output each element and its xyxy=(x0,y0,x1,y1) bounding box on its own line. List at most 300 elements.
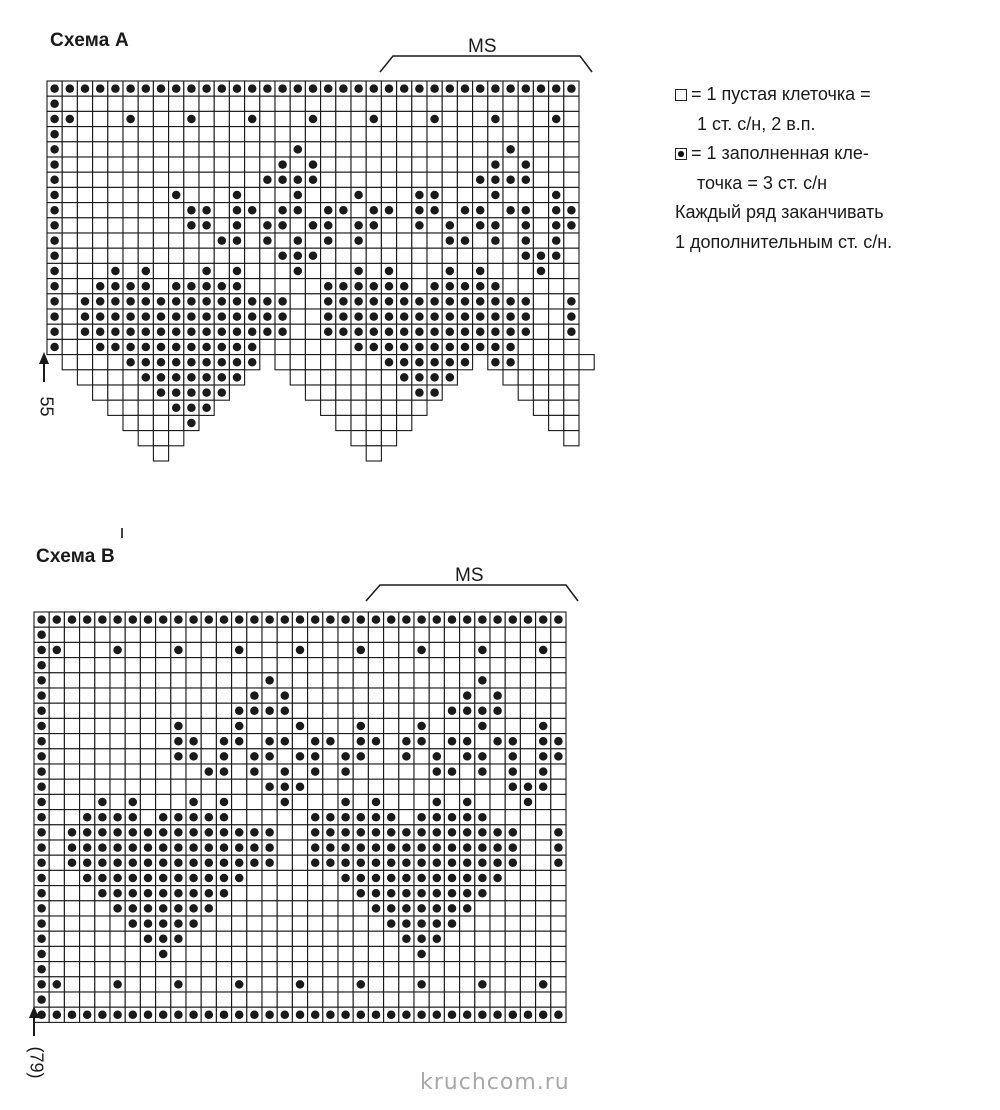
cell-dot xyxy=(430,388,439,397)
cell-dot xyxy=(202,282,211,291)
cell-dot xyxy=(491,282,500,291)
cell-dot xyxy=(554,752,563,761)
empty-cell xyxy=(533,309,548,324)
empty-cell xyxy=(444,779,459,794)
cell-dot xyxy=(205,615,214,624)
cell-dot xyxy=(233,206,242,215)
empty-cell xyxy=(473,96,488,111)
cell-dot xyxy=(341,798,350,807)
empty-cell xyxy=(245,263,260,278)
cell-dot xyxy=(187,115,196,124)
empty-cell xyxy=(353,794,368,809)
empty-cell xyxy=(277,718,292,733)
cell-dot xyxy=(430,343,439,352)
empty-cell xyxy=(123,157,138,172)
empty-cell xyxy=(125,992,140,1007)
empty-cell xyxy=(214,263,229,278)
cell-dot xyxy=(567,84,576,93)
empty-cell xyxy=(412,172,427,187)
empty-cell xyxy=(368,688,383,703)
empty-cell xyxy=(138,203,153,218)
empty-cell xyxy=(475,734,490,749)
cell-dot xyxy=(463,813,472,822)
cell-dot xyxy=(509,767,518,776)
empty-cell xyxy=(536,870,551,885)
empty-cell xyxy=(308,946,323,961)
empty-cell xyxy=(323,764,338,779)
empty-cell xyxy=(323,627,338,642)
empty-cell xyxy=(108,187,123,202)
empty-cell xyxy=(442,203,457,218)
empty-cell xyxy=(93,187,108,202)
empty-cell xyxy=(536,688,551,703)
empty-cell xyxy=(184,233,199,248)
empty-cell xyxy=(232,992,247,1007)
cell-dot xyxy=(357,828,366,837)
cell-dot xyxy=(187,297,196,306)
cell-dot xyxy=(50,130,59,139)
cell-dot xyxy=(539,1011,548,1020)
empty-cell xyxy=(368,718,383,733)
empty-cell xyxy=(384,688,399,703)
cell-dot xyxy=(129,919,138,928)
cell-dot xyxy=(189,828,198,837)
empty-cell xyxy=(384,946,399,961)
empty-cell xyxy=(245,218,260,233)
cell-dot xyxy=(142,267,151,276)
cell-dot xyxy=(385,84,394,93)
empty-cell xyxy=(77,96,92,111)
empty-cell xyxy=(429,627,444,642)
empty-cell xyxy=(503,127,518,142)
cell-dot xyxy=(417,950,426,959)
cell-dot xyxy=(157,297,166,306)
cell-dot xyxy=(174,980,183,989)
empty-cell xyxy=(140,992,155,1007)
empty-cell xyxy=(186,779,201,794)
cell-dot xyxy=(235,874,244,883)
empty-cell xyxy=(140,627,155,642)
empty-cell xyxy=(305,370,320,385)
cell-dot xyxy=(506,297,515,306)
empty-cell xyxy=(140,946,155,961)
cell-dot xyxy=(68,1011,77,1020)
empty-cell xyxy=(397,415,412,430)
cell-dot xyxy=(493,737,502,746)
empty-cell xyxy=(123,415,138,430)
empty-cell xyxy=(64,977,79,992)
empty-cell xyxy=(399,688,414,703)
empty-cell xyxy=(308,718,323,733)
empty-cell xyxy=(138,142,153,157)
cell-dot xyxy=(174,1011,183,1020)
cell-dot xyxy=(417,722,426,731)
empty-cell xyxy=(80,718,95,733)
empty-cell xyxy=(123,172,138,187)
empty-cell xyxy=(292,794,307,809)
empty-cell xyxy=(427,96,442,111)
cell-dot xyxy=(81,328,90,337)
cell-dot xyxy=(506,328,515,337)
cell-dot xyxy=(172,328,181,337)
cell-dot xyxy=(433,935,442,944)
empty-cell xyxy=(93,203,108,218)
empty-cell xyxy=(444,642,459,657)
empty-cell xyxy=(245,127,260,142)
empty-cell xyxy=(64,810,79,825)
empty-cell xyxy=(171,688,186,703)
empty-cell xyxy=(490,992,505,1007)
empty-cell xyxy=(429,688,444,703)
empty-cell xyxy=(305,233,320,248)
cell-dot xyxy=(144,935,153,944)
empty-cell xyxy=(351,400,366,415)
cell-dot xyxy=(278,328,287,337)
cell-dot xyxy=(50,206,59,215)
cell-dot xyxy=(554,843,563,852)
empty-cell xyxy=(444,688,459,703)
empty-cell xyxy=(171,673,186,688)
cell-dot xyxy=(235,737,244,746)
empty-cell xyxy=(384,992,399,1007)
empty-cell xyxy=(551,992,566,1007)
empty-cell xyxy=(564,187,579,202)
cell-dot xyxy=(417,935,426,944)
cell-dot xyxy=(387,904,396,913)
empty-cell xyxy=(184,157,199,172)
scheme-a-repeat-label: MS xyxy=(468,36,497,57)
empty-cell xyxy=(490,627,505,642)
cell-dot xyxy=(433,889,442,898)
cell-dot xyxy=(50,221,59,230)
empty-cell xyxy=(64,764,79,779)
empty-cell xyxy=(125,627,140,642)
cell-dot xyxy=(341,1011,350,1020)
cell-dot xyxy=(159,874,168,883)
cell-dot xyxy=(430,373,439,382)
cell-dot xyxy=(354,84,363,93)
empty-cell xyxy=(366,400,381,415)
empty-cell xyxy=(564,370,579,385)
empty-cell xyxy=(518,339,533,354)
cell-dot xyxy=(159,615,168,624)
cell-dot xyxy=(491,297,500,306)
empty-cell xyxy=(201,718,216,733)
cell-dot xyxy=(354,328,363,337)
cell-dot xyxy=(463,737,472,746)
cell-dot xyxy=(309,84,318,93)
empty-cell xyxy=(353,703,368,718)
empty-cell xyxy=(80,764,95,779)
empty-cell xyxy=(397,142,412,157)
empty-cell xyxy=(110,673,125,688)
cell-dot xyxy=(189,904,198,913)
cell-dot xyxy=(159,1011,168,1020)
empty-cell xyxy=(490,901,505,916)
empty-cell xyxy=(536,855,551,870)
empty-cell xyxy=(277,977,292,992)
empty-cell xyxy=(490,764,505,779)
cell-dot xyxy=(250,828,259,837)
empty-cell xyxy=(95,916,110,931)
cell-dot xyxy=(187,328,196,337)
cell-dot xyxy=(81,84,90,93)
cell-dot xyxy=(417,980,426,989)
empty-cell xyxy=(275,339,290,354)
empty-cell xyxy=(125,749,140,764)
empty-cell xyxy=(247,901,262,916)
empty-cell xyxy=(549,172,564,187)
empty-cell xyxy=(292,946,307,961)
empty-cell xyxy=(503,157,518,172)
cell-dot xyxy=(387,1011,396,1020)
cell-dot xyxy=(385,206,394,215)
cell-dot xyxy=(53,1011,62,1020)
empty-cell xyxy=(564,111,579,126)
empty-cell xyxy=(384,977,399,992)
cell-dot xyxy=(476,267,485,276)
empty-cell xyxy=(247,794,262,809)
cell-dot xyxy=(233,343,242,352)
cell-dot xyxy=(265,707,274,716)
cell-dot xyxy=(218,297,227,306)
cell-dot xyxy=(433,615,442,624)
empty-cell xyxy=(414,703,429,718)
cell-dot xyxy=(478,676,487,685)
empty-cell xyxy=(186,992,201,1007)
empty-cell xyxy=(475,794,490,809)
cell-dot xyxy=(235,828,244,837)
cell-dot xyxy=(493,843,502,852)
empty-cell xyxy=(292,673,307,688)
cell-dot xyxy=(235,707,244,716)
empty-cell xyxy=(77,142,92,157)
empty-cell xyxy=(351,415,366,430)
empty-cell xyxy=(338,779,353,794)
cell-dot xyxy=(189,919,198,928)
empty-cell xyxy=(473,233,488,248)
empty-cell xyxy=(108,370,123,385)
cell-dot xyxy=(448,737,457,746)
empty-cell xyxy=(171,703,186,718)
cell-dot xyxy=(539,615,548,624)
empty-cell xyxy=(216,901,231,916)
empty-cell xyxy=(323,688,338,703)
cell-dot xyxy=(265,859,274,868)
empty-cell xyxy=(336,370,351,385)
empty-cell xyxy=(490,931,505,946)
empty-cell xyxy=(62,157,77,172)
cell-dot xyxy=(385,282,394,291)
empty-cell xyxy=(260,96,275,111)
cell-dot xyxy=(159,919,168,928)
cell-dot xyxy=(218,358,227,367)
empty-cell xyxy=(108,400,123,415)
cell-dot xyxy=(37,752,46,761)
empty-cell xyxy=(520,870,535,885)
empty-cell xyxy=(64,794,79,809)
empty-cell xyxy=(579,355,594,370)
empty-cell xyxy=(247,779,262,794)
cell-dot xyxy=(296,722,305,731)
cell-dot xyxy=(357,1011,366,1020)
empty-cell xyxy=(138,127,153,142)
empty-cell xyxy=(429,977,444,992)
empty-cell xyxy=(169,203,184,218)
empty-cell xyxy=(381,172,396,187)
empty-cell xyxy=(292,734,307,749)
empty-cell xyxy=(62,172,77,187)
cell-dot xyxy=(417,859,426,868)
cell-dot xyxy=(278,312,287,321)
empty-cell xyxy=(505,931,520,946)
cell-dot xyxy=(506,176,515,185)
cell-dot xyxy=(372,874,381,883)
cell-dot xyxy=(430,328,439,337)
cell-dot xyxy=(250,767,259,776)
cell-dot xyxy=(309,115,318,124)
empty-cell xyxy=(429,992,444,1007)
cell-dot xyxy=(281,767,290,776)
cell-dot xyxy=(387,919,396,928)
empty-cell xyxy=(305,187,320,202)
cell-dot xyxy=(50,252,59,261)
cell-dot xyxy=(430,115,439,124)
cell-dot xyxy=(567,221,576,230)
empty-cell xyxy=(156,962,171,977)
empty-cell xyxy=(353,931,368,946)
cell-dot xyxy=(233,267,242,276)
empty-cell xyxy=(536,946,551,961)
empty-cell xyxy=(80,886,95,901)
empty-cell xyxy=(186,703,201,718)
empty-cell xyxy=(214,248,229,263)
empty-cell xyxy=(201,749,216,764)
empty-cell xyxy=(232,794,247,809)
empty-cell xyxy=(368,749,383,764)
empty-cell xyxy=(490,962,505,977)
empty-cell xyxy=(169,248,184,263)
empty-cell xyxy=(275,111,290,126)
empty-cell xyxy=(277,673,292,688)
empty-cell xyxy=(80,749,95,764)
empty-cell xyxy=(80,794,95,809)
empty-cell xyxy=(412,263,427,278)
empty-cell xyxy=(366,370,381,385)
empty-cell xyxy=(80,931,95,946)
empty-cell xyxy=(245,96,260,111)
empty-cell xyxy=(138,172,153,187)
cell-dot xyxy=(50,343,59,352)
cell-dot xyxy=(172,312,181,321)
cell-dot xyxy=(478,646,487,655)
cell-dot xyxy=(509,752,518,761)
cell-dot xyxy=(98,889,107,898)
cell-dot xyxy=(448,707,457,716)
filled-cell-icon xyxy=(675,148,687,160)
empty-cell xyxy=(412,127,427,142)
cell-dot xyxy=(554,615,563,624)
empty-cell xyxy=(399,718,414,733)
cell-dot xyxy=(37,646,46,655)
cell-dot xyxy=(205,828,214,837)
empty-cell xyxy=(399,946,414,961)
empty-cell xyxy=(125,764,140,779)
cell-dot xyxy=(402,874,411,883)
empty-cell xyxy=(551,703,566,718)
cell-dot xyxy=(189,752,198,761)
empty-cell xyxy=(153,172,168,187)
cell-dot xyxy=(294,206,303,215)
empty-cell xyxy=(518,187,533,202)
empty-cell xyxy=(520,901,535,916)
empty-cell xyxy=(201,688,216,703)
empty-cell xyxy=(473,111,488,126)
empty-cell xyxy=(49,946,64,961)
legend-empty-line1: = 1 пустая клеточка = xyxy=(691,84,871,104)
cell-dot xyxy=(174,859,183,868)
empty-cell xyxy=(80,992,95,1007)
cell-dot xyxy=(265,737,274,746)
cell-dot xyxy=(159,843,168,852)
cell-dot xyxy=(296,980,305,989)
cell-dot xyxy=(189,859,198,868)
empty-cell xyxy=(323,658,338,673)
empty-cell xyxy=(336,415,351,430)
cell-dot xyxy=(524,615,533,624)
empty-cell xyxy=(108,96,123,111)
legend-filled-line1: = 1 заполненная кле- xyxy=(691,143,869,163)
cell-dot xyxy=(522,312,531,321)
empty-cell xyxy=(488,248,503,263)
empty-cell xyxy=(427,142,442,157)
empty-cell xyxy=(247,870,262,885)
empty-cell xyxy=(125,688,140,703)
cell-dot xyxy=(126,115,135,124)
empty-cell xyxy=(366,431,381,446)
cell-dot xyxy=(187,84,196,93)
cell-dot xyxy=(189,843,198,852)
cell-dot xyxy=(172,84,181,93)
cell-dot xyxy=(126,328,135,337)
cell-dot xyxy=(372,737,381,746)
cell-dot xyxy=(417,919,426,928)
empty-cell xyxy=(549,157,564,172)
empty-cell xyxy=(110,749,125,764)
empty-cell xyxy=(232,749,247,764)
empty-cell xyxy=(138,233,153,248)
cell-dot xyxy=(463,904,472,913)
cell-dot xyxy=(68,859,77,868)
empty-cell xyxy=(397,96,412,111)
cell-dot xyxy=(278,221,287,230)
empty-cell xyxy=(232,688,247,703)
cell-dot xyxy=(50,297,59,306)
empty-cell xyxy=(366,233,381,248)
empty-cell xyxy=(262,870,277,885)
cell-dot xyxy=(476,328,485,337)
cell-dot xyxy=(370,221,379,230)
cell-dot xyxy=(187,206,196,215)
cell-dot xyxy=(126,297,135,306)
cell-dot xyxy=(144,843,153,852)
empty-cell xyxy=(290,370,305,385)
empty-cell xyxy=(229,157,244,172)
cell-dot xyxy=(491,358,500,367)
empty-cell xyxy=(95,962,110,977)
cell-dot xyxy=(402,904,411,913)
empty-cell xyxy=(308,688,323,703)
